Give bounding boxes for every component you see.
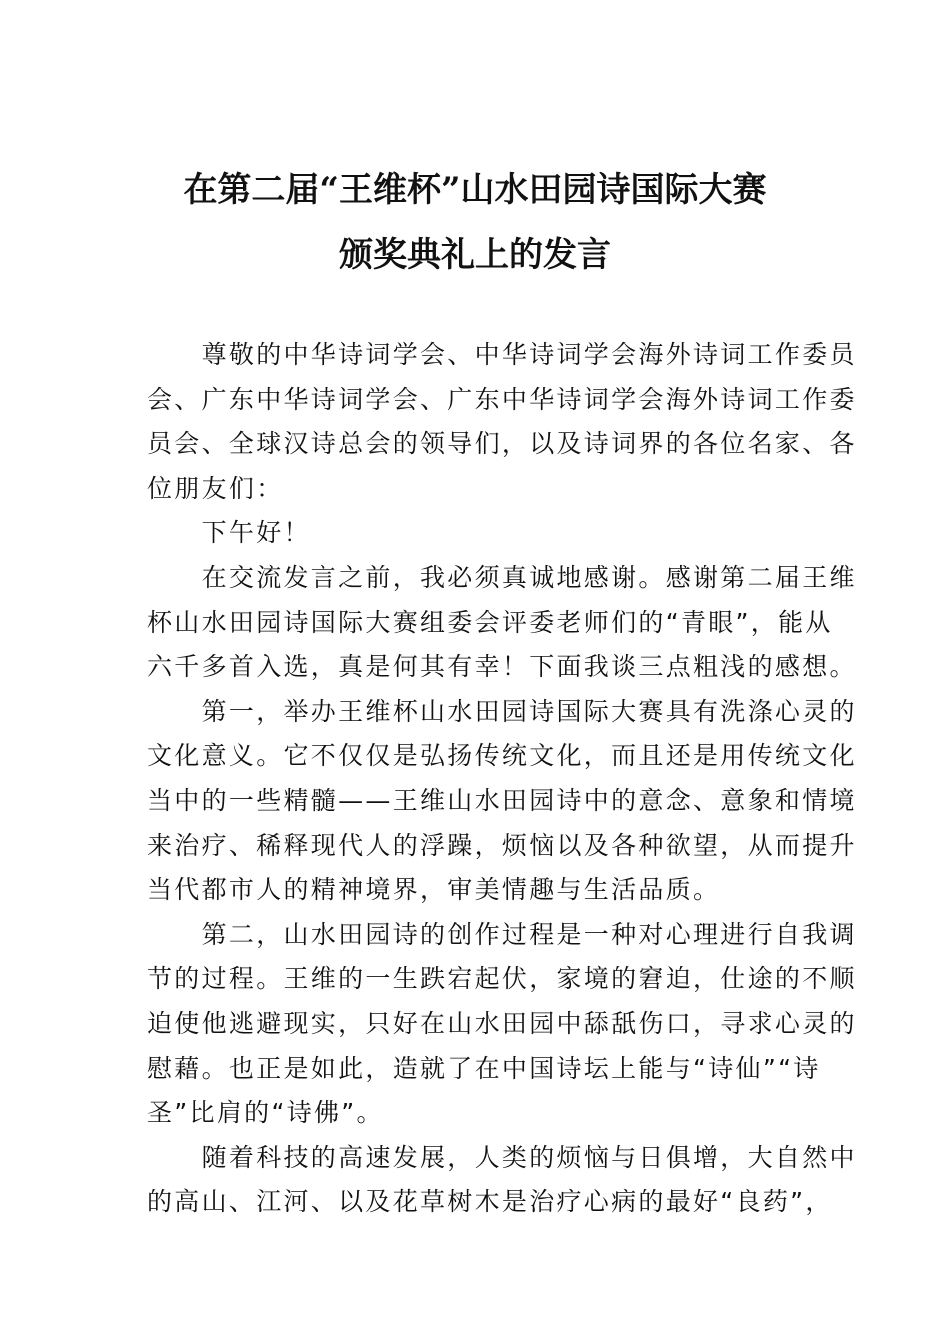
text-line: 下午好！ [147, 518, 311, 548]
text-line: 节的过程。王维的一生跌宕起伏，家境的窘迫，仕途的不顺 [147, 964, 857, 994]
text-line: 第一，举办王维杯山水田园诗国际大赛具有洗涤心灵的 [147, 696, 857, 726]
text-line: 会、广东中华诗词学会、广东中华诗词学会海外诗词工作委 [147, 384, 857, 414]
text-line: 慰藉。也正是如此，造就了在中国诗坛上能与“诗仙”“诗 [147, 1053, 821, 1083]
text-line: 的高山、江河、以及花草树木是治疗心病的最好“良药”， [147, 1187, 833, 1217]
text-line: 员会、全球汉诗总会的领导们，以及诗词界的各位名家、各 [147, 429, 857, 459]
text-line: 当中的一些精髓——王维山水田园诗中的意念、意象和情境 [147, 785, 857, 815]
text-line: 来治疗、稀释现代人的浮躁，烦恼以及各种欲望，从而提升 [147, 830, 857, 860]
text-line: 当代都市人的精神境界，审美情趣与生活品质。 [147, 875, 721, 905]
text-line: 杯山水田园诗国际大赛组委会评委老师们的“青眼”，能从 [147, 607, 833, 637]
text-line: 位朋友们： [147, 473, 284, 503]
text-line: 尊敬的中华诗词学会、中华诗词学会海外诗词工作委员 [147, 340, 857, 369]
text-line: 第二，山水田园诗的创作过程是一种对心理进行自我调 [147, 919, 857, 949]
text-line: 随着科技的高速发展，人类的烦恼与日俱增，大自然中 [147, 1142, 857, 1172]
document-title-line-2: 颁奖典礼上的发言 [339, 235, 611, 275]
text-line: 文化意义。它不仅仅是弘扬传统文化，而且还是用传统文化 [147, 741, 857, 771]
text-line: 迫使他逃避现实，只好在山水田园中舔舐伤口，寻求心灵的 [147, 1008, 857, 1038]
document-body [147, 333, 857, 1225]
text-line: 六千多首入选，真是何其有幸！下面我谈三点粗浅的感想。 [147, 652, 857, 682]
text-line: 圣”比肩的“诗佛”。 [147, 1098, 384, 1128]
document-title-line-1: 在第二届“王维杯”山水田园诗国际大赛 [183, 170, 767, 210]
text-line: 在交流发言之前，我必须真诚地感谢。感谢第二届王维 [147, 562, 857, 592]
